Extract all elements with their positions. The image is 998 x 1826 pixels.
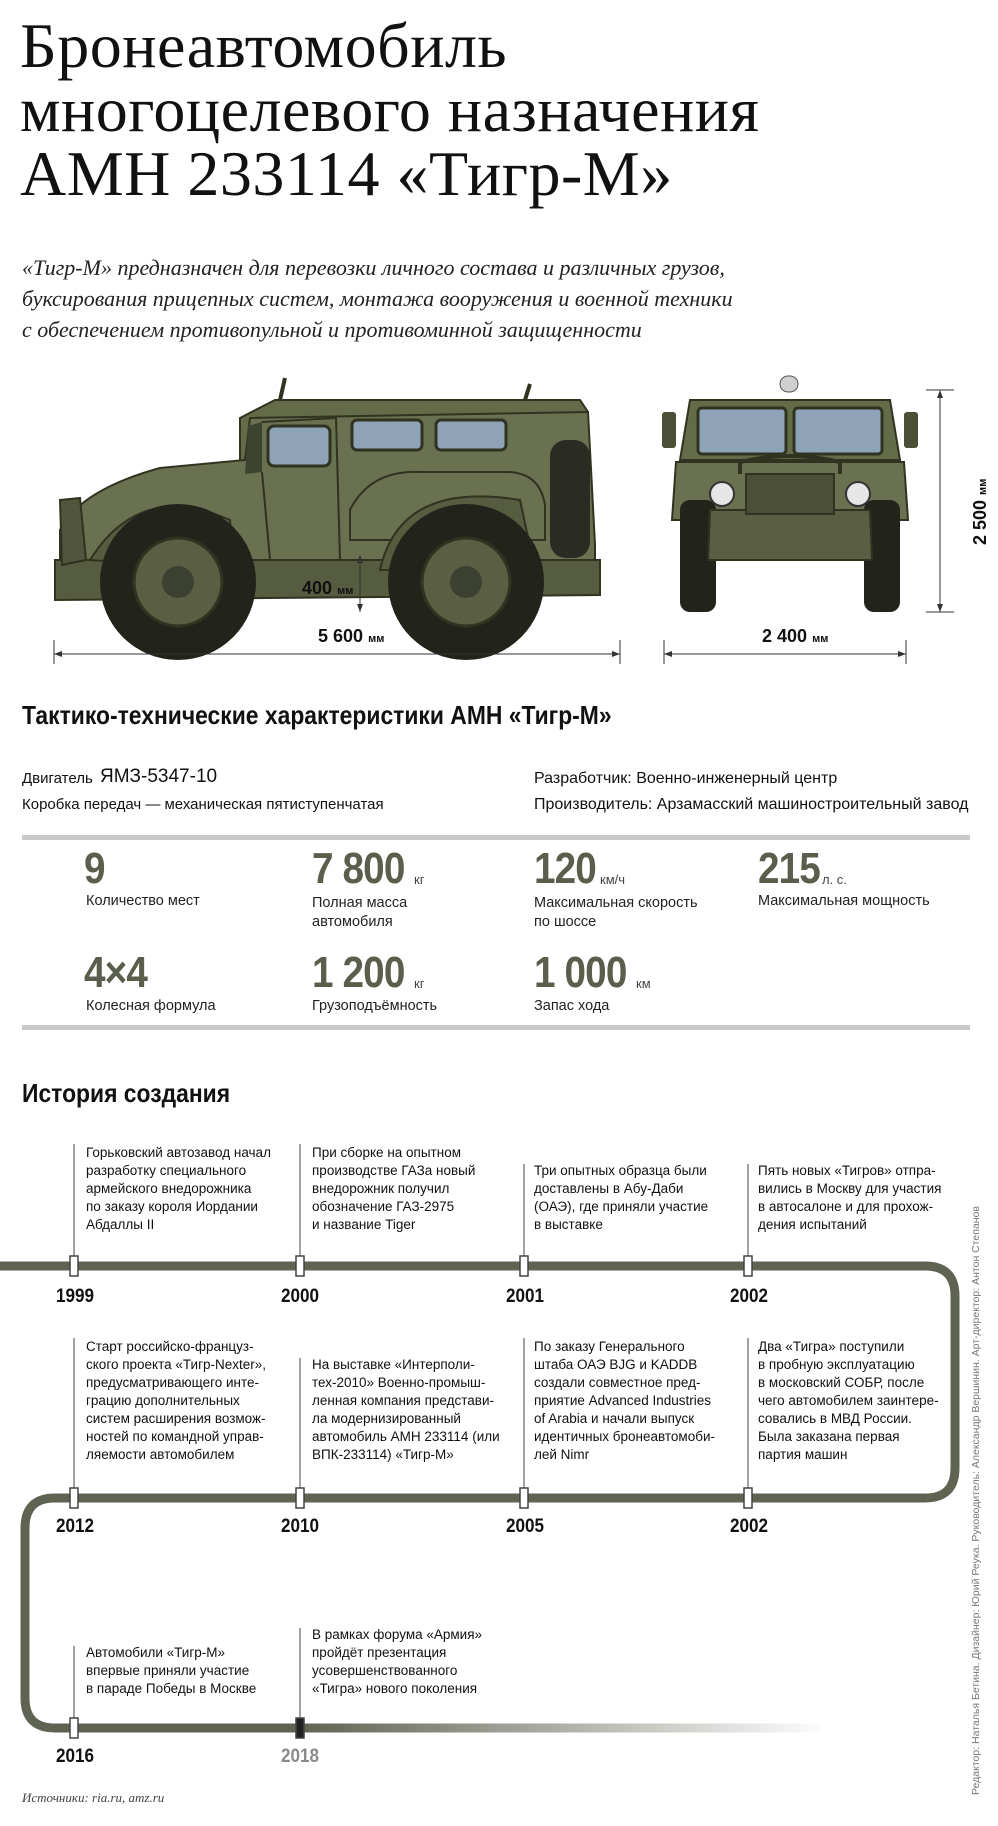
specs-heading: Тактико-технические характеристики АМН «Тигр-М» [22, 700, 612, 730]
event-2001-line-1: Три опытных образца были [534, 1163, 707, 1178]
dim-clearance-value: 400 [302, 578, 333, 598]
event-2018-line-4: «Тигра» нового поколения [312, 1681, 478, 1696]
event-2002b-line-6: Была заказана первая [758, 1429, 900, 1444]
history-heading: История создания [22, 1078, 231, 1108]
developer: Разработчик: Военно-инженерный центр [534, 770, 838, 787]
title-line-3: АМН 233114 «Тигр-М» [20, 138, 673, 209]
event-2002b-line-4: чего автомобилем заинтере- [758, 1393, 939, 1408]
event-2016-line-2: впервые приняли участие [86, 1663, 250, 1678]
event-1999-line-4: по заказу короля Иордании [86, 1199, 258, 1214]
event-1999-line-1: Горьковский автозавод начал [86, 1145, 271, 1160]
stat-wheels-value: 4×4 [84, 948, 148, 997]
manufacturer: Производитель: Арзамасский машиностроительный завод [534, 796, 969, 813]
credits: Редактор: Наталья Бетина. Дизайнер: Юрий Реука. Руководитель: Александр Вершинин. Арт-директор: Антон Степанов [970, 1205, 982, 1795]
event-2012-line-5: систем расширения возмож- [86, 1411, 266, 1426]
event-2001-line-2: доставлены в Абу-Даби [534, 1181, 684, 1196]
stat-payload-unit: кг [414, 976, 425, 991]
event-2000-line-5: и название Tiger [312, 1217, 416, 1232]
event-2001-line-3: (ОАЭ), где приняли участие [534, 1199, 709, 1214]
event-2002a-line-3: в автосалоне и для прохож- [758, 1199, 934, 1214]
dim-width-value: 2 400 [762, 626, 808, 646]
event-2012-line-2: ского проекта «Тигр-Nexter», [86, 1357, 267, 1372]
event-2012-line-7: ляемости автомобилем [86, 1447, 235, 1462]
year-1999: 1999 [56, 1286, 95, 1307]
event-2002b-line-7: партия машин [758, 1447, 848, 1462]
stat-mass-label-1: Полная масса [312, 895, 408, 911]
stat-range-label: Запас хода [534, 998, 610, 1014]
dim-height-value: 2 500 [970, 499, 990, 545]
event-1999-line-2: разработку специального [86, 1163, 247, 1178]
year-2018: 2018 [281, 1746, 320, 1767]
event-2005-line-7: лей Nimr [534, 1447, 590, 1462]
marker-2016 [70, 1718, 78, 1738]
year-2012: 2012 [56, 1516, 95, 1537]
event-2001 [534, 1162, 734, 1234]
marker-2000 [296, 1256, 304, 1276]
dim-clearance-unit: мм [337, 585, 354, 597]
event-2002b-line-2: в пробную эксплуатацию [758, 1357, 915, 1372]
engine-value: ЯМЗ-5347-10 [100, 766, 218, 787]
event-2016 [86, 1644, 286, 1698]
event-2002-a [758, 1162, 958, 1234]
event-1999-line-5: Абдаллы II [86, 1217, 155, 1232]
subtitle-line-3: с обеспечением противопульной и противоминной защищенности [22, 317, 642, 342]
gearbox: Коробка передач — механическая пятиступенчатая [22, 796, 384, 813]
event-2002a-line-4: дения испытаний [758, 1217, 867, 1232]
event-2010 [312, 1356, 512, 1464]
event-2005-line-4: приятие Advanced Industries [534, 1393, 711, 1408]
stat-power-label: Максимальная мощность [758, 893, 930, 909]
stat-range-unit: км [636, 976, 651, 991]
marker-2001 [520, 1256, 528, 1276]
title-line-1: Бронеавтомобиль [20, 10, 508, 81]
stat-mass-value: 7 800 [312, 844, 405, 893]
stat-speed-label-2: по шоссе [534, 914, 597, 930]
marker-2005 [520, 1488, 528, 1508]
year-2000: 2000 [281, 1286, 320, 1307]
event-2012 [86, 1338, 286, 1464]
dim-length-unit: мм [368, 633, 385, 645]
event-2012-line-4: грацию дополнительных [86, 1393, 240, 1408]
event-2005-line-1: По заказу Генерального [534, 1339, 685, 1354]
stat-speed-label-1: Максимальная скорость [534, 895, 698, 911]
year-2002-a: 2002 [730, 1286, 769, 1307]
event-2002b-line-3: в московский СОБР, после [758, 1375, 925, 1390]
dim-length-value: 5 600 [318, 626, 364, 646]
marker-1999 [70, 1256, 78, 1276]
year-2005: 2005 [506, 1516, 545, 1537]
year-2010: 2010 [281, 1516, 320, 1537]
event-2002a-line-2: вились в Москву для участия [758, 1181, 942, 1196]
event-2005-line-5: of Arabia и начали выпуск [534, 1411, 695, 1426]
event-1999 [86, 1144, 286, 1234]
event-2005 [534, 1338, 734, 1464]
dim-width-unit: мм [812, 633, 829, 645]
event-2002-b [758, 1338, 958, 1464]
marker-2012 [70, 1488, 78, 1508]
marker-2010 [296, 1488, 304, 1508]
event-2012-line-3: предусматривающего инте- [86, 1375, 260, 1390]
event-2018-line-1: В рамках форума «Армия» [312, 1627, 483, 1642]
event-2000-line-4: обозначение ГАЗ-2975 [312, 1199, 455, 1214]
event-2000 [312, 1144, 512, 1234]
stat-mass-unit: кг [414, 872, 425, 887]
subtitle-line-2: буксирования прицепных систем, монтажа вооружения и военной техники [22, 286, 733, 311]
engine-label: Двигатель [22, 770, 93, 787]
stat-mass-label-2: автомобиля [312, 914, 393, 930]
sources: Источники: ria.ru, amz.ru [22, 1790, 165, 1805]
event-2016-line-3: в параде Победы в Москве [86, 1681, 257, 1696]
event-2005-line-3: создали совместное пред- [534, 1375, 701, 1390]
dim-height-unit: мм [977, 478, 989, 495]
event-2010-line-4: ла модернизированный [312, 1411, 461, 1426]
stat-speed-unit: км/ч [600, 872, 626, 887]
event-2005-line-2: штаба ОАЭ BJG и KADDB [534, 1357, 698, 1372]
event-2002b-line-1: Два «Тигра» поступили [758, 1339, 905, 1354]
event-2005-line-6: идентичных бронеавтомоби- [534, 1429, 715, 1444]
year-2002-b: 2002 [730, 1516, 769, 1537]
event-2000-line-3: внедорожник получил [312, 1181, 450, 1196]
event-2018 [312, 1626, 512, 1698]
event-2010-line-6: ВПК-233114) «Тигр-М» [312, 1447, 454, 1462]
event-2012-line-1: Старт российско-француз- [86, 1339, 254, 1354]
marker-2018 [296, 1718, 304, 1738]
stat-seats-value: 9 [84, 844, 105, 893]
stat-power-unit: л. с. [822, 872, 847, 887]
stat-range-value: 1 000 [534, 948, 627, 997]
marker-2002b [744, 1488, 752, 1508]
event-2002a-line-1: Пять новых «Тигров» отпра- [758, 1163, 936, 1178]
stat-payload-value: 1 200 [312, 948, 405, 997]
event-2010-line-3: ленная компания представи- [312, 1393, 494, 1408]
stat-speed-value: 120 [534, 844, 596, 893]
event-2000-line-1: При сборке на опытном [312, 1145, 461, 1160]
event-2010-line-5: автомобиль АМН 233114 (или [312, 1429, 500, 1444]
event-1999-line-3: армейского внедорожника [86, 1181, 252, 1196]
event-2018-line-2: пройдёт презентация [312, 1645, 447, 1660]
event-2018-line-3: усовершенствованного [312, 1663, 458, 1678]
event-2010-line-2: тех-2010» Военно-промыш- [312, 1375, 486, 1390]
event-2002b-line-5: совались в МВД России. [758, 1411, 912, 1426]
subtitle-line-1: «Тигр-М» предназначен для перевозки личного состава и различных грузов, [22, 255, 725, 280]
marker-2002a [744, 1256, 752, 1276]
stat-payload-label: Грузоподъёмность [312, 998, 438, 1014]
event-2016-line-1: Автомобили «Тигр-М» [86, 1645, 226, 1660]
stat-seats-label: Количество мест [86, 893, 200, 909]
event-2012-line-6: ностей по командной управ- [86, 1429, 264, 1444]
event-2000-line-2: производстве ГАЗа новый [312, 1163, 476, 1178]
title-line-2: многоцелевого назначения [20, 74, 760, 145]
event-2001-line-4: в выставке [534, 1217, 603, 1232]
stat-power-value: 215 [758, 844, 820, 893]
event-2010-line-1: На выставке «Интерполи- [312, 1357, 475, 1372]
stat-wheels-label: Колесная формула [86, 998, 216, 1014]
year-2016: 2016 [56, 1746, 95, 1767]
year-2001: 2001 [506, 1286, 545, 1307]
